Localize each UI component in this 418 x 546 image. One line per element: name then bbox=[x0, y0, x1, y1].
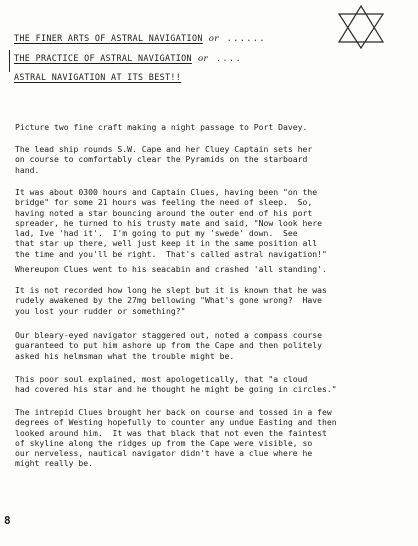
title-line-1 bbox=[14, 33, 266, 44]
title-text-3: ASTRAL NAVIGATION AT ITS BEST!! bbox=[14, 72, 182, 82]
title-or-2: or bbox=[197, 54, 208, 64]
margin-bracket bbox=[9, 50, 10, 72]
paragraph-5: It is not recorded how long he slept but it is known that he was rudely awakened by the 27mg bellowing "What's gone wrong? Have you lost your rudder or something?" bbox=[15, 285, 327, 316]
paragraph-3: It was about 0300 hours and Captain Clues, having been "on the bridge" for some 21 hours was feeling the need of sleep. So, having noted a star bouncing around the outer end of his port spreader, he turned to his trusty mate and said, "Now look here lad, Ive 'had it'. I'm going to put my 'swede' down. See that star up there, well just keep it in the same position all the time and you'll be right. That's called astral navigation!" bbox=[15, 187, 327, 259]
title-text-1: THE FINER ARTS OF ASTRAL NAVIGATION bbox=[14, 33, 203, 43]
paragraph-4: Whereupon Clues went to his seacabin and crashed 'all standing'. bbox=[15, 264, 327, 274]
title-or-1: or bbox=[208, 34, 219, 44]
paragraph-8: The intrepid Clues brought her back on course and tossed in a few degrees of Westing hopefully to counter any undue Easting and then looked around him. It was that black that not even the faintest of skyline along the ridges up from the Cape were visible, so our nerveless, nautical navigator didn't have a clue where he might really be. bbox=[15, 407, 337, 469]
paragraph-1: Picture two fine craft making a night passage to Port Davey. bbox=[15, 122, 308, 132]
title-line-3 bbox=[14, 72, 181, 82]
title-text-2: THE PRACTICE OF ASTRAL NAVIGATION bbox=[14, 53, 192, 63]
page-number: 8 bbox=[4, 514, 11, 527]
title-line-2 bbox=[14, 53, 242, 64]
paragraph-2: The lead ship rounds S.W. Cape and her Cluey Captain sets her on course to comfortably clear the Pyramids on the starboard hand. bbox=[15, 144, 313, 175]
star-of-david-icon bbox=[336, 4, 386, 50]
title-dots-2: .... bbox=[215, 53, 243, 63]
title-dots-1: ...... bbox=[226, 33, 266, 43]
paragraph-7: This poor soul explained, most apologetically, that "a cloud had covered his star and he thought he might be going in circles." bbox=[15, 374, 337, 395]
paragraph-6: Our bleary-eyed navigator staggered out, noted a compass course guaranteed to put him ashore up from the Cape and then politely asked his helmsman what the trouble might be. bbox=[15, 330, 322, 361]
